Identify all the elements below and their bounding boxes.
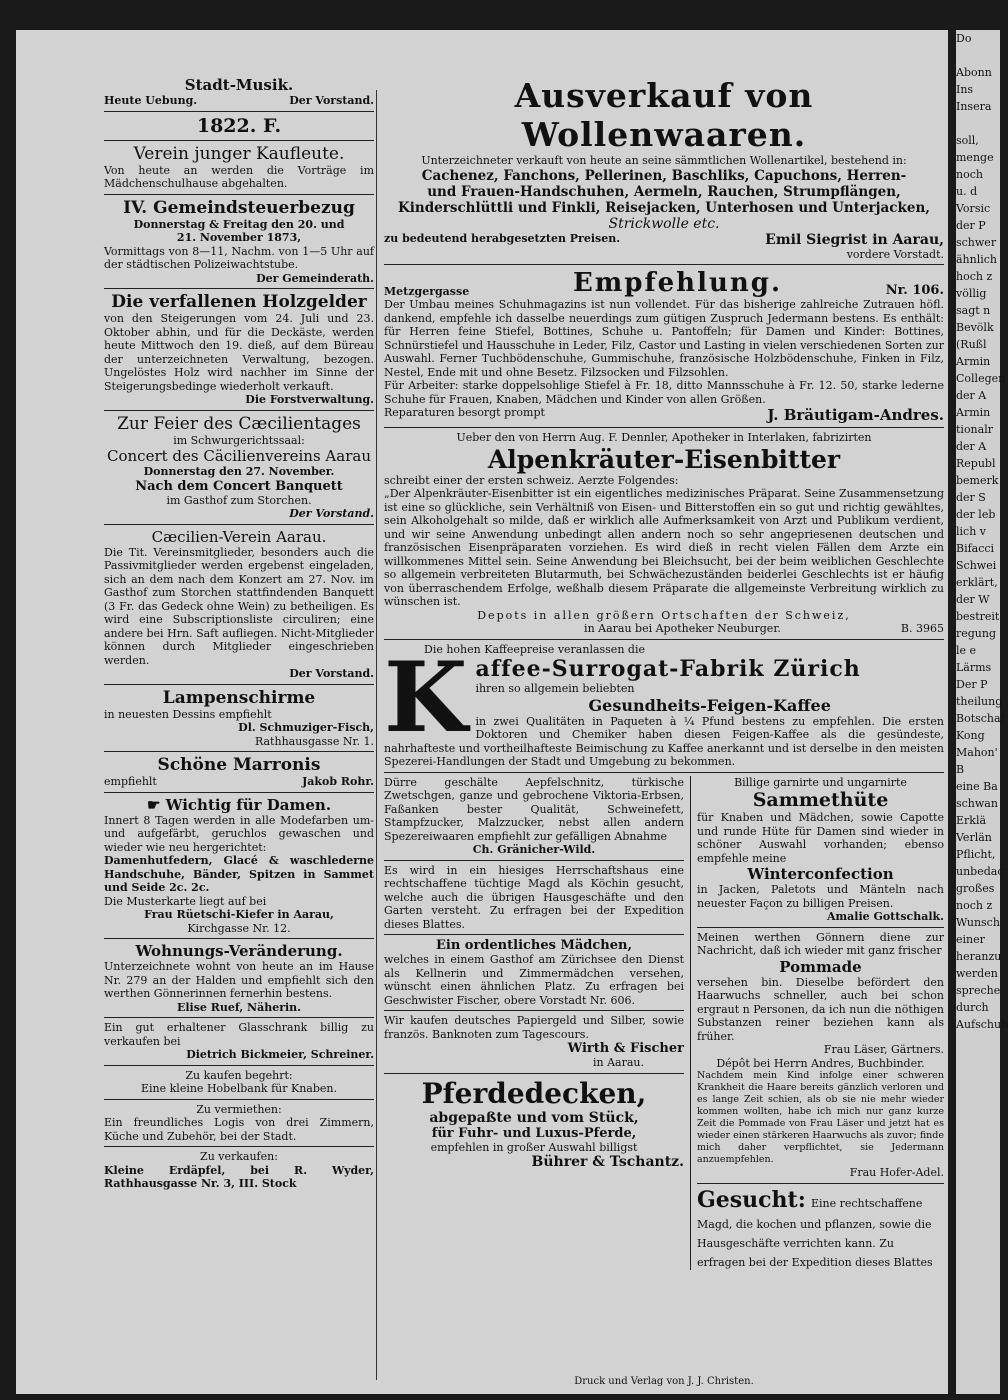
fragment-line: Ins: [956, 83, 974, 96]
lamp-title: Lampenschirme: [162, 687, 316, 708]
fragment-line: (Rußl: [956, 338, 987, 351]
alpen-depot: Depots in allen größern Ortschaften der Schweiz,: [477, 608, 851, 622]
alpen-intro: Ueber den von Herrn Aug. F. Dennler, Apotheker in Interlaken, fabrizirten: [456, 431, 872, 444]
fragment-line: erklärt,: [956, 576, 998, 589]
pom-depot: Dépôt bei Herrn Andres, Buchbinder.: [716, 1056, 925, 1070]
fragment-line: lich v: [956, 525, 986, 538]
lamp-sign1: Dl. Schmuziger-Fisch,: [238, 721, 374, 734]
fragment-line: Republ: [956, 457, 996, 470]
fragment-line: der P: [956, 219, 986, 232]
duerr-text: Dürre geschälte Aepfelschnitz, türkische Zwetschgen, ganze und gebrochene Viktoria-Erbsen, Faßanken bester Qualität, Schweinefett, Stampfzucker, Malzzucker, nebst allen andern Spezereiwaaren empfiehlt zur gefälligen Abnahme: [384, 775, 684, 843]
samm-title: Sammethüte: [752, 789, 889, 811]
fragment-line: B: [956, 763, 965, 776]
fragment-line: Schwei: [956, 559, 997, 572]
wicht-items: Damenhutfedern, Glacé & waschlederne Handschuhe, Bänder, Spitzen in Sammet und Seide 2c. 2c.: [104, 854, 374, 894]
fragment-line: Armin: [956, 406, 991, 419]
feier-sign: Der Vorstand.: [289, 507, 374, 520]
wolle-bottom: [384, 232, 944, 248]
fragment-line: Botschaf: [956, 712, 1005, 725]
alpen-code: B. 3965: [900, 622, 944, 635]
alpen-bottom: [384, 622, 944, 636]
pferd-l3: empfehlen in großer Auswahl billigst: [430, 1140, 638, 1154]
fragment-line: Insera: [956, 100, 992, 113]
wicht-muster: Die Musterkarte liegt auf bei: [104, 894, 267, 908]
wohn-text: Unterzeichnete wohnt von heute an im Hause Nr. 279 an der Halden und empfiehlt sich den werthen Gönnerinnen fernerhin bestens.: [104, 960, 374, 1000]
magd-text: Es wird in ein hiesiges Herrschaftshaus eine rechtschaffene tüchtige Magd als Köchin gesucht, welche auch die übrigen Hausgeschäfte und den Garten versteht. Zu erfragen bei der Expedition dieses Blattes.: [384, 863, 684, 931]
alpen-arzt: schreibt einer der ersten schweiz. Aerzte Folgendes:: [384, 473, 679, 487]
lamp-sign2: Rathhausgasse Nr. 1.: [254, 734, 374, 748]
fragment-line: soll,: [956, 134, 979, 147]
kaffee-initial: K: [384, 641, 468, 754]
wicht-sign1: Frau Rüetschi-Kiefer in Aarau,: [144, 908, 334, 921]
holz-sign: Die Forstverwaltung.: [245, 393, 374, 406]
glas-text: Ein gut erhaltener Glasschrank billig zu verkaufen bei: [104, 1021, 374, 1048]
main-column: [384, 76, 944, 1270]
verein-text: Von heute an werden die Vorträge im Mädchenschulhause abgehalten.: [104, 163, 374, 190]
verm-title: Zu vermiethen:: [196, 1102, 282, 1116]
fragment-line: werden: [956, 967, 998, 980]
fragment-line: der A: [956, 440, 987, 453]
marr-right: Jakob Rohr.: [302, 775, 374, 788]
verein-title: Verein junger Kaufleute.: [133, 143, 345, 164]
pom-text: versehen bin. Dieselbe befördert den Haarwuchs schneller, auch bei schon ergraut n Personen, da ich nun die nöthigen Substanzen reiner beziehen kann als früher.: [697, 975, 944, 1043]
ges-block: [697, 1187, 944, 1270]
caec-text: Die Tit. Vereinsmitglieder, besonders auch die Passivmitglieder werden ergebenst eingeladen, sich an dem nach dem Konzert am 27. Nov. im Gasthof zum Storchen stattfindenden Banquett (3 Fr. das Gedeck ohne Wein) zu betheiligen. Es wird eine Subscriptionsliste circuliren; eine andere bei Hrn. Saft aufliegen. Nicht-Mitglieder können durch Mitglieder eingeschrieben werden.: [104, 545, 374, 667]
glas-sign: Dietrich Bickmeier, Schreiner.: [186, 1048, 374, 1061]
pom-title: Pommade: [779, 957, 862, 976]
fragment-line: schwan: [956, 797, 998, 810]
gem-date1: Donnerstag & Freitag den 20. und: [133, 217, 345, 231]
fragment-line: le e: [956, 644, 977, 657]
gem-text: Vormittags von 8—11, Nachm. von 1—5 Uhr auf der städtischen Polizeiwachtstube.: [104, 244, 374, 271]
fragment-line: Armin: [956, 355, 991, 368]
ges-text: Eine rechtschaffene Magd, die kochen und pflanzen, sowie die Hausgeschäfte verrichten kann. Zu erfragen bei der Expedition dieses Blattes: [697, 1196, 933, 1269]
samm-text: für Knaben und Mädchen, sowie Capotte und runde Hüte für Damen sind wieder in schöner Auswahl vorhanden; ebenso empfehle meine: [697, 811, 944, 865]
left-column: [104, 76, 374, 1191]
kauf-text: Eine kleine Hobelbank für Knaben.: [141, 1082, 337, 1095]
papier-sign2: in Aarau.: [593, 1056, 644, 1069]
lamp-text: in neuesten Dessins empfiehlt: [104, 707, 272, 721]
fragment-line: Vorsic: [956, 202, 991, 215]
stadt-left: Heute Uebung.: [104, 94, 198, 107]
empf-bottom: [384, 406, 944, 424]
pom-intro: Meinen werthen Gönnern diene zur Nachricht, daß ich wieder mit ganz frischer: [697, 930, 944, 957]
kaffee-name: Gesundheits-Feigen-Kaffee: [588, 695, 831, 715]
papier-sign1: Wirth & Fischer: [567, 1041, 684, 1056]
fragment-line: hoch z: [956, 270, 993, 283]
marr-line: [104, 775, 374, 789]
fragment-line: heranzu: [956, 950, 1002, 963]
fragment-line: unbedac: [956, 865, 1004, 878]
feier-sub: im Schwurgerichtssaal:: [173, 433, 305, 447]
stadt-title: Stadt-Musik.: [184, 76, 294, 94]
fragment-line: eine Ba: [956, 780, 998, 793]
fragment-line: durch: [956, 1001, 989, 1014]
empf-header: [384, 268, 944, 298]
wolle-items3: Kinderschlüttli und Finkli, Reisejacken, Unterhosen und Unterjacken,: [398, 199, 930, 216]
duerr-sign: Ch. Gränicher-Wild.: [472, 843, 596, 856]
fragment-line: Wunsch: [956, 916, 1000, 929]
fragment-line: Pflicht,: [956, 848, 996, 861]
pferd-sign: Bührer & Tschantz.: [531, 1154, 684, 1170]
fragment-line: Bevölk: [956, 321, 994, 334]
fragment-line: schwer: [956, 236, 997, 249]
fragment-line: der W: [956, 593, 990, 606]
fragment-line: noch z: [956, 899, 993, 912]
alpen-aarau: in Aarau bei Apotheker Neuburger.: [584, 622, 781, 635]
caec-title: Cæcilien-Verein Aarau.: [151, 527, 327, 546]
fragment-line: noch: [956, 168, 983, 181]
stadt-right: Der Vorstand.: [289, 94, 374, 107]
fragment-line: sagt n: [956, 304, 991, 317]
wolle-title: Ausverkauf von Wollenwaaren.: [514, 76, 814, 154]
empf-left: Metzgergasse: [384, 284, 470, 298]
fragment-line: [956, 115, 1000, 132]
feier-place: im Gasthof zum Storchen.: [166, 493, 312, 507]
fragment-line: der leb: [956, 508, 996, 521]
sub-right: [691, 776, 944, 1270]
feier-banquet: Nach dem Concert Banquett: [135, 478, 343, 494]
alpen-title: Alpenkräuter-Eisenbitter: [487, 444, 841, 474]
empf-title: Empfehlung.: [572, 268, 782, 298]
fragment-line: Abonn: [956, 66, 992, 79]
fragment-line: der S: [956, 491, 986, 504]
wolle-items4: Strickwolle etc.: [608, 215, 720, 232]
verk-text: Kleine Erdäpfel, bei R. Wyder, Rathhausgasse Nr. 3, III. Stock: [104, 1163, 374, 1190]
holz-text: von den Steigerungen vom 24. Juli und 23. Oktober abhin, und für die Deckäste, werden heute Mittwoch den 19. dieß, auf dem Büreau der unterzeichneten Verwaltung, bezogen. Ungelöstes Holz wird nachher im Sinne der Steigerungsbedinge wiederholt verkauft.: [104, 312, 374, 393]
fragment-line: völlig: [956, 287, 987, 300]
fragment-line: bestreit: [956, 610, 1000, 623]
wolle-price: zu bedeutend herabgesetzten Preisen.: [384, 231, 621, 245]
empf-nr: Nr. 106.: [885, 283, 944, 298]
pferd-title: Pferdedecken,: [421, 1076, 647, 1110]
feier-title: Zur Feier des Cæcilientages: [117, 413, 361, 434]
fragment-line: Verlän: [956, 831, 992, 844]
fragment-line: Do: [956, 32, 972, 45]
kaffee-intro: Die hohen Kaffeepreise veranlassen die: [424, 642, 645, 656]
kaffee-text: in zwei Qualitäten in Paqueten à ¼ Pfund bestens zu empfehlen. Die ersten Doktoren und Chemiker haben diesen Feigen-Kaffee als die gesündeste, nahrhafteste und vortheilhafteste Beimischung zu Kaffee anerkannt und ist derselbe in den meisten Spezerei-Handlungen der Stadt und Umgebung zu bekommen.: [384, 714, 944, 768]
pom-testi-sign: Frau Hofer-Adel.: [849, 1166, 944, 1179]
fragment-line: Lärms: [956, 661, 992, 674]
fragment-line: theilung: [956, 695, 1003, 708]
alpen-text: „Der Alpenkräuter-Eisenbitter ist ein eigentliches medizinisches Präparat. Seine Zusammensetzung ist eine so glückliche, sein Verhältniß von Eisen- und Bitterstoffen ein so gut und richtig gewähltes, sein Alkoholgehalt so milde, daß er wirklich alle Aufmerksamkeit von Arzt und Publikum verdient, und wir seine Anwendung unbedingt allen andern noch so sehr angepriesenen deutschen und französischen Eisenpräparaten vorziehen. Es wird dieß in recht vielen Fällen dem Arzte ein willkommenes Mittel sein. Seine Anwendung bei Bleichsucht, bei der beim weiblichen Geschlechte so allgemein verbreiteten Blutarmuth, bei Schwächezuständen beiderlei Geschlechts ist er häufig von überraschendem Erfolge, weßhalb diesem Präparate die allgemeinste Verbreitung wirklich zu wünschen ist.: [384, 487, 944, 608]
fragment-line: Erklä: [956, 814, 987, 827]
pferd-l2: für Fuhr- und Luxus-Pferde,: [431, 1125, 637, 1141]
wolle-items1: Cachenez, Fanchons, Pellerinen, Baschliks, Capuchons, Herren-: [421, 167, 907, 184]
adjacent-page-fragment: [956, 30, 1008, 1394]
sub-columns: [384, 776, 944, 1270]
verk-title: Zu verkaufen:: [200, 1150, 278, 1163]
fragment-line: ähnlich: [956, 253, 998, 266]
fragment-line: menge: [956, 151, 994, 164]
holz-title: Die verfallenen Holzgelder: [111, 292, 367, 312]
pom-testi: Nachdem mein Kind infolge einer schweren Krankheit die Haare bereits gänzlich verloren und es lange Zeit schien, als ob sie nie mehr wieder kommen wollten, habe ich mich nur ganz kurze Zeit die Pommade von Frau Läser und jetzt hat es wieder einen stärkeren Haarwuchs als zuvor; finde mich daher verpflichtet, sie Jedermann anzuempfehlen.: [697, 1070, 944, 1165]
winter-text: in Jacken, Paletots und Mänteln nach neuester Façon zu billigen Preisen.: [697, 883, 944, 910]
winter-title: Winterconfection: [747, 865, 894, 883]
winter-sign: Amalie Gottschalk.: [826, 910, 944, 923]
gem-title: IV. Gemeindsteuerbezug: [123, 197, 355, 218]
feier-date: Donnerstag den 27. November.: [143, 465, 335, 478]
empf-sign: J. Bräutigam-Andres.: [767, 406, 944, 424]
newspaper-page: [16, 30, 948, 1394]
fragment-line: Mahon': [956, 746, 998, 759]
fragment-line: tionalr: [956, 423, 993, 436]
pom-sign: Frau Läser, Gärtners.: [823, 1043, 944, 1056]
wolle-sign: Emil Siegrist in Aarau,: [765, 231, 944, 248]
fragment-line: [956, 47, 1000, 64]
fragment-line: Aufschub: [956, 1018, 1008, 1031]
gem-date2: 21. November 1873,: [176, 231, 302, 244]
empf-arb: Für Arbeiter: starke doppelsohlige Stiefel à Fr. 18, ditto Mannsschuhe à Fr. 12. 50, starke lederne Schuhe für Frauen, Knaben, Mädchen und Kinder von allen Größen.: [384, 379, 944, 406]
wohn-title: Wohnungs-Veränderung.: [135, 942, 343, 960]
wolle-intro: Unterzeichneter verkauft von heute an seine sämmtlichen Wollenartikel, bestehend in:: [421, 154, 907, 167]
kauf-title: Zu kaufen begehrt:: [185, 1068, 293, 1082]
pferd-l1: abgepaßte und vom Stück,: [429, 1109, 639, 1126]
fragment-line: spreche: [956, 984, 1001, 997]
samm-intro: Billige garnirte und ungarnirte: [734, 775, 907, 789]
pointing-hand-icon: ☛: [146, 795, 166, 814]
ges-title: Gesucht:: [697, 1186, 806, 1213]
fragment-line: Bifacci: [956, 542, 995, 555]
papier-text: Wir kaufen deutsches Papiergeld und Silber, sowie französ. Banknoten zum Tagescours.: [384, 1014, 684, 1041]
ad-number: 1822. F.: [196, 114, 282, 137]
caec-sign: Der Vorstand.: [289, 667, 374, 680]
gem-sign: Der Gemeinderath.: [256, 271, 374, 285]
fragment-line: einer: [956, 933, 985, 946]
maed-text: welches in einem Gasthof am Zürichsee den Dienst als Kellnerin und Zimmermädchen versehen, wünscht einen ähnlichen Platz. Zu erfragen bei Geschwister Fischer, obere Vorstadt Nr. 606.: [384, 953, 684, 1007]
feier-concert: Concert des Cäcilienvereins Aarau: [107, 447, 371, 465]
fragment-line: Der P: [956, 678, 988, 691]
marr-title: Schöne Marronis: [157, 755, 321, 775]
fragment-line: großes: [956, 882, 995, 895]
wicht-sign2: Kirchgasse Nr. 12.: [187, 921, 291, 935]
column-rule: [376, 90, 377, 1380]
wolle-items2: und Frauen-Handschuhen, Aermeln, Rauchen, Strumpflängen,: [427, 183, 901, 200]
wicht-title: ☛ Wichtig für Damen.: [146, 795, 332, 814]
stadt-line: [104, 94, 374, 108]
wolle-addr: vordere Vorstadt.: [846, 247, 944, 261]
fragment-line: u. d: [956, 185, 978, 198]
imprint-footer: Druck und Verlag von J. J. Christen.: [574, 1376, 754, 1387]
verm-text: Ein freundliches Logis von drei Zimmern, Küche und Zubehör, bei der Stadt.: [104, 1116, 374, 1143]
maed-title: Ein ordentliches Mädchen,: [435, 938, 633, 953]
wicht-text: Innert 8 Tagen werden in alle Modefarben um- und aufgefärbt, geruchlos gewaschen und wieder wie neu hergerichtet:: [104, 813, 374, 854]
fragment-line: Kong: [956, 729, 985, 742]
fragment-line: bemerk: [956, 474, 999, 487]
empf-rep: Reparaturen besorgt prompt: [384, 406, 545, 419]
sub-left: [384, 776, 691, 1270]
empf-text: Der Umbau meines Schuhmagazins ist nun vollendet. Für das bisherige zahlreiche Zutrauen höfl. dankend, empfehle ich dasselbe neuerdings zum gütigen Zuspruch Jedermann bestens. Es enthält: für Herren feine Stiefel, Bottines, Schuhe u. Pantoffeln; für Damen und Kinder: Bottines, Schnürstiefel und Hausschuhe in Leder, Filz, Castor und Lasting in vielen verschiedenen Sorten zur Auswahl. Ferner Tuchbödenschuhe, Gummischuhe, französische Holzbödenschuhe, Finken in Filz, Nestel, Ende mit und ohne Besetz. Filzsocken und Filzsohlen.: [384, 298, 944, 379]
marr-left: empfiehlt: [104, 775, 157, 788]
fragment-line: Collegen: [956, 372, 1006, 385]
wohn-sign: Elise Ruef, Näherin.: [176, 1000, 302, 1014]
fragment-line: der A: [956, 389, 987, 402]
kaffee-title: affee-Surrogat-Fabrik Zürich: [475, 656, 861, 682]
fragment-line: regung: [956, 627, 997, 640]
kaffee-sub: ihren so allgemein beliebten: [475, 682, 635, 695]
